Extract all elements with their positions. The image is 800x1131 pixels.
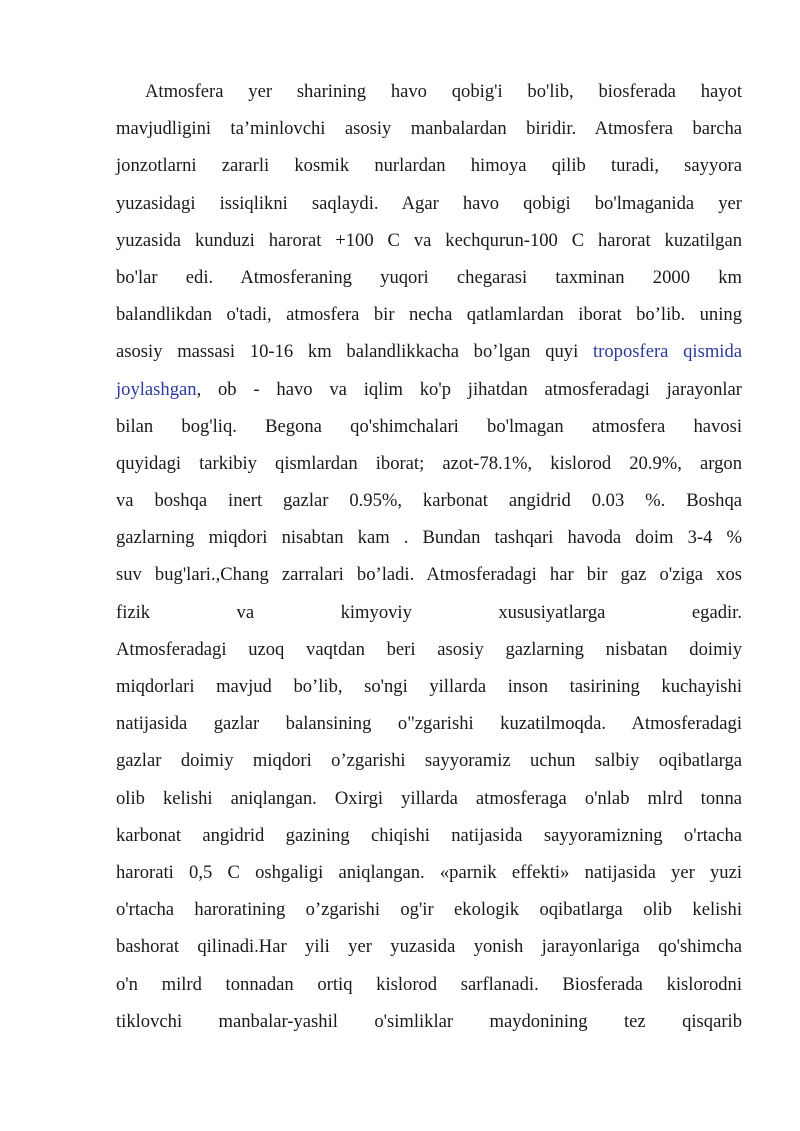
text-line: fizik va kimyoviy xususiyatlarga egadir.: [116, 601, 742, 623]
text-line: Atmosfera yer sharining havo qobig'i bo'lib, biosferada hayot: [145, 81, 742, 102]
text-line: bilan bog'liq. Begona qo'shimchalari bo'lmagan atmosfera havosi: [116, 415, 742, 437]
text-line: olib kelishi aniqlangan. Oxirgi yillarda atmosferaga o'nlab mlrd tonna: [116, 787, 742, 809]
text-line: Atmosferadagi uzoq vaqtdan beri asosiy gazlarning nisbatan doimiy: [116, 638, 742, 660]
text-line: o'rtacha haroratining o’zgarishi og'ir ekologik oqibatlarga olib kelishi: [116, 899, 742, 921]
highlighted-link-text[interactable]: troposfera qismida: [593, 341, 743, 363]
text-line: [116, 333, 742, 370]
text-line: [116, 371, 742, 408]
text-line: jonzotlarni zararli kosmik nurlardan himoya qilib turadi, sayyora: [116, 155, 742, 177]
text-line: gazlar doimiy miqdori o’zgarishi sayyoramiz uchun salbiy oqibatlarga: [116, 750, 742, 772]
text-line: o'n milrd tonnadan ortiq kislorod sarflanadi. Biosferada kislorodni: [116, 973, 742, 995]
text-line: tiklovchi manbalar-yashil o'simliklar maydonining tez qisqarib: [116, 1010, 742, 1032]
text-line: quyidagi tarkibiy qismlardan iborat; azot-78.1%, kislorod 20.9%, argon: [116, 452, 742, 474]
text-line: karbonat angidrid gazining chiqishi natijasida sayyoramizning o'rtacha: [116, 824, 742, 846]
text-line: harorati 0,5 C oshgaligi aniqlangan. «parnik effekti» natijasida yer yuzi: [116, 861, 742, 883]
text-line: bo'lar edi. Atmosferaning yuqori chegarasi taxminan 2000 km: [116, 266, 742, 288]
text-line: miqdorlari mavjud bo’lib, so'ngi yillarda inson tasirining kuchayishi: [116, 676, 742, 697]
text-line: balandlikdan o'tadi, atmosfera bir necha qatlamlardan iborat bo’lib. uning: [116, 304, 742, 326]
text-segment: asosiy massasi 10-16 km balandlikkacha bo’lgan quyi: [116, 341, 594, 363]
highlighted-link-text[interactable]: joylashgan: [116, 378, 197, 400]
text-line: mavjudligini ta’minlovchi asosiy manbalardan biridir. Atmosfera barcha: [116, 118, 742, 140]
text-line: bashorat qilinadi.Har yili yer yuzasida yonish jarayonlariga qo'shimcha: [116, 936, 742, 958]
text-line: va boshqa inert gazlar 0.95%, karbonat angidrid 0.03 %. Boshqa: [116, 490, 742, 512]
body-paragraph: [116, 73, 742, 1040]
text-line: natijasida gazlar balansining o"zgarishi kuzatilmoqda. Atmosferadagi: [116, 713, 742, 735]
text-segment: , ob - havo va iqlim ko'p jihatdan atmosferadagi jarayonlar: [196, 378, 742, 400]
text-line: yuzasidagi issiqlikni saqlaydi. Agar havo qobigi bo'lmaganida yer: [116, 192, 742, 214]
text-line: yuzasida kunduzi harorat +100 C va kechqurun-100 C harorat kuzatilgan: [116, 229, 742, 251]
text-line: gazlarning miqdori nisabtan kam . Bundan tashqari havoda doim 3-4 %: [116, 527, 742, 549]
text-line: suv bug'lari.,Chang zarralari bo’ladi. Atmosferadagi har bir gaz o'ziga xos: [116, 564, 742, 586]
